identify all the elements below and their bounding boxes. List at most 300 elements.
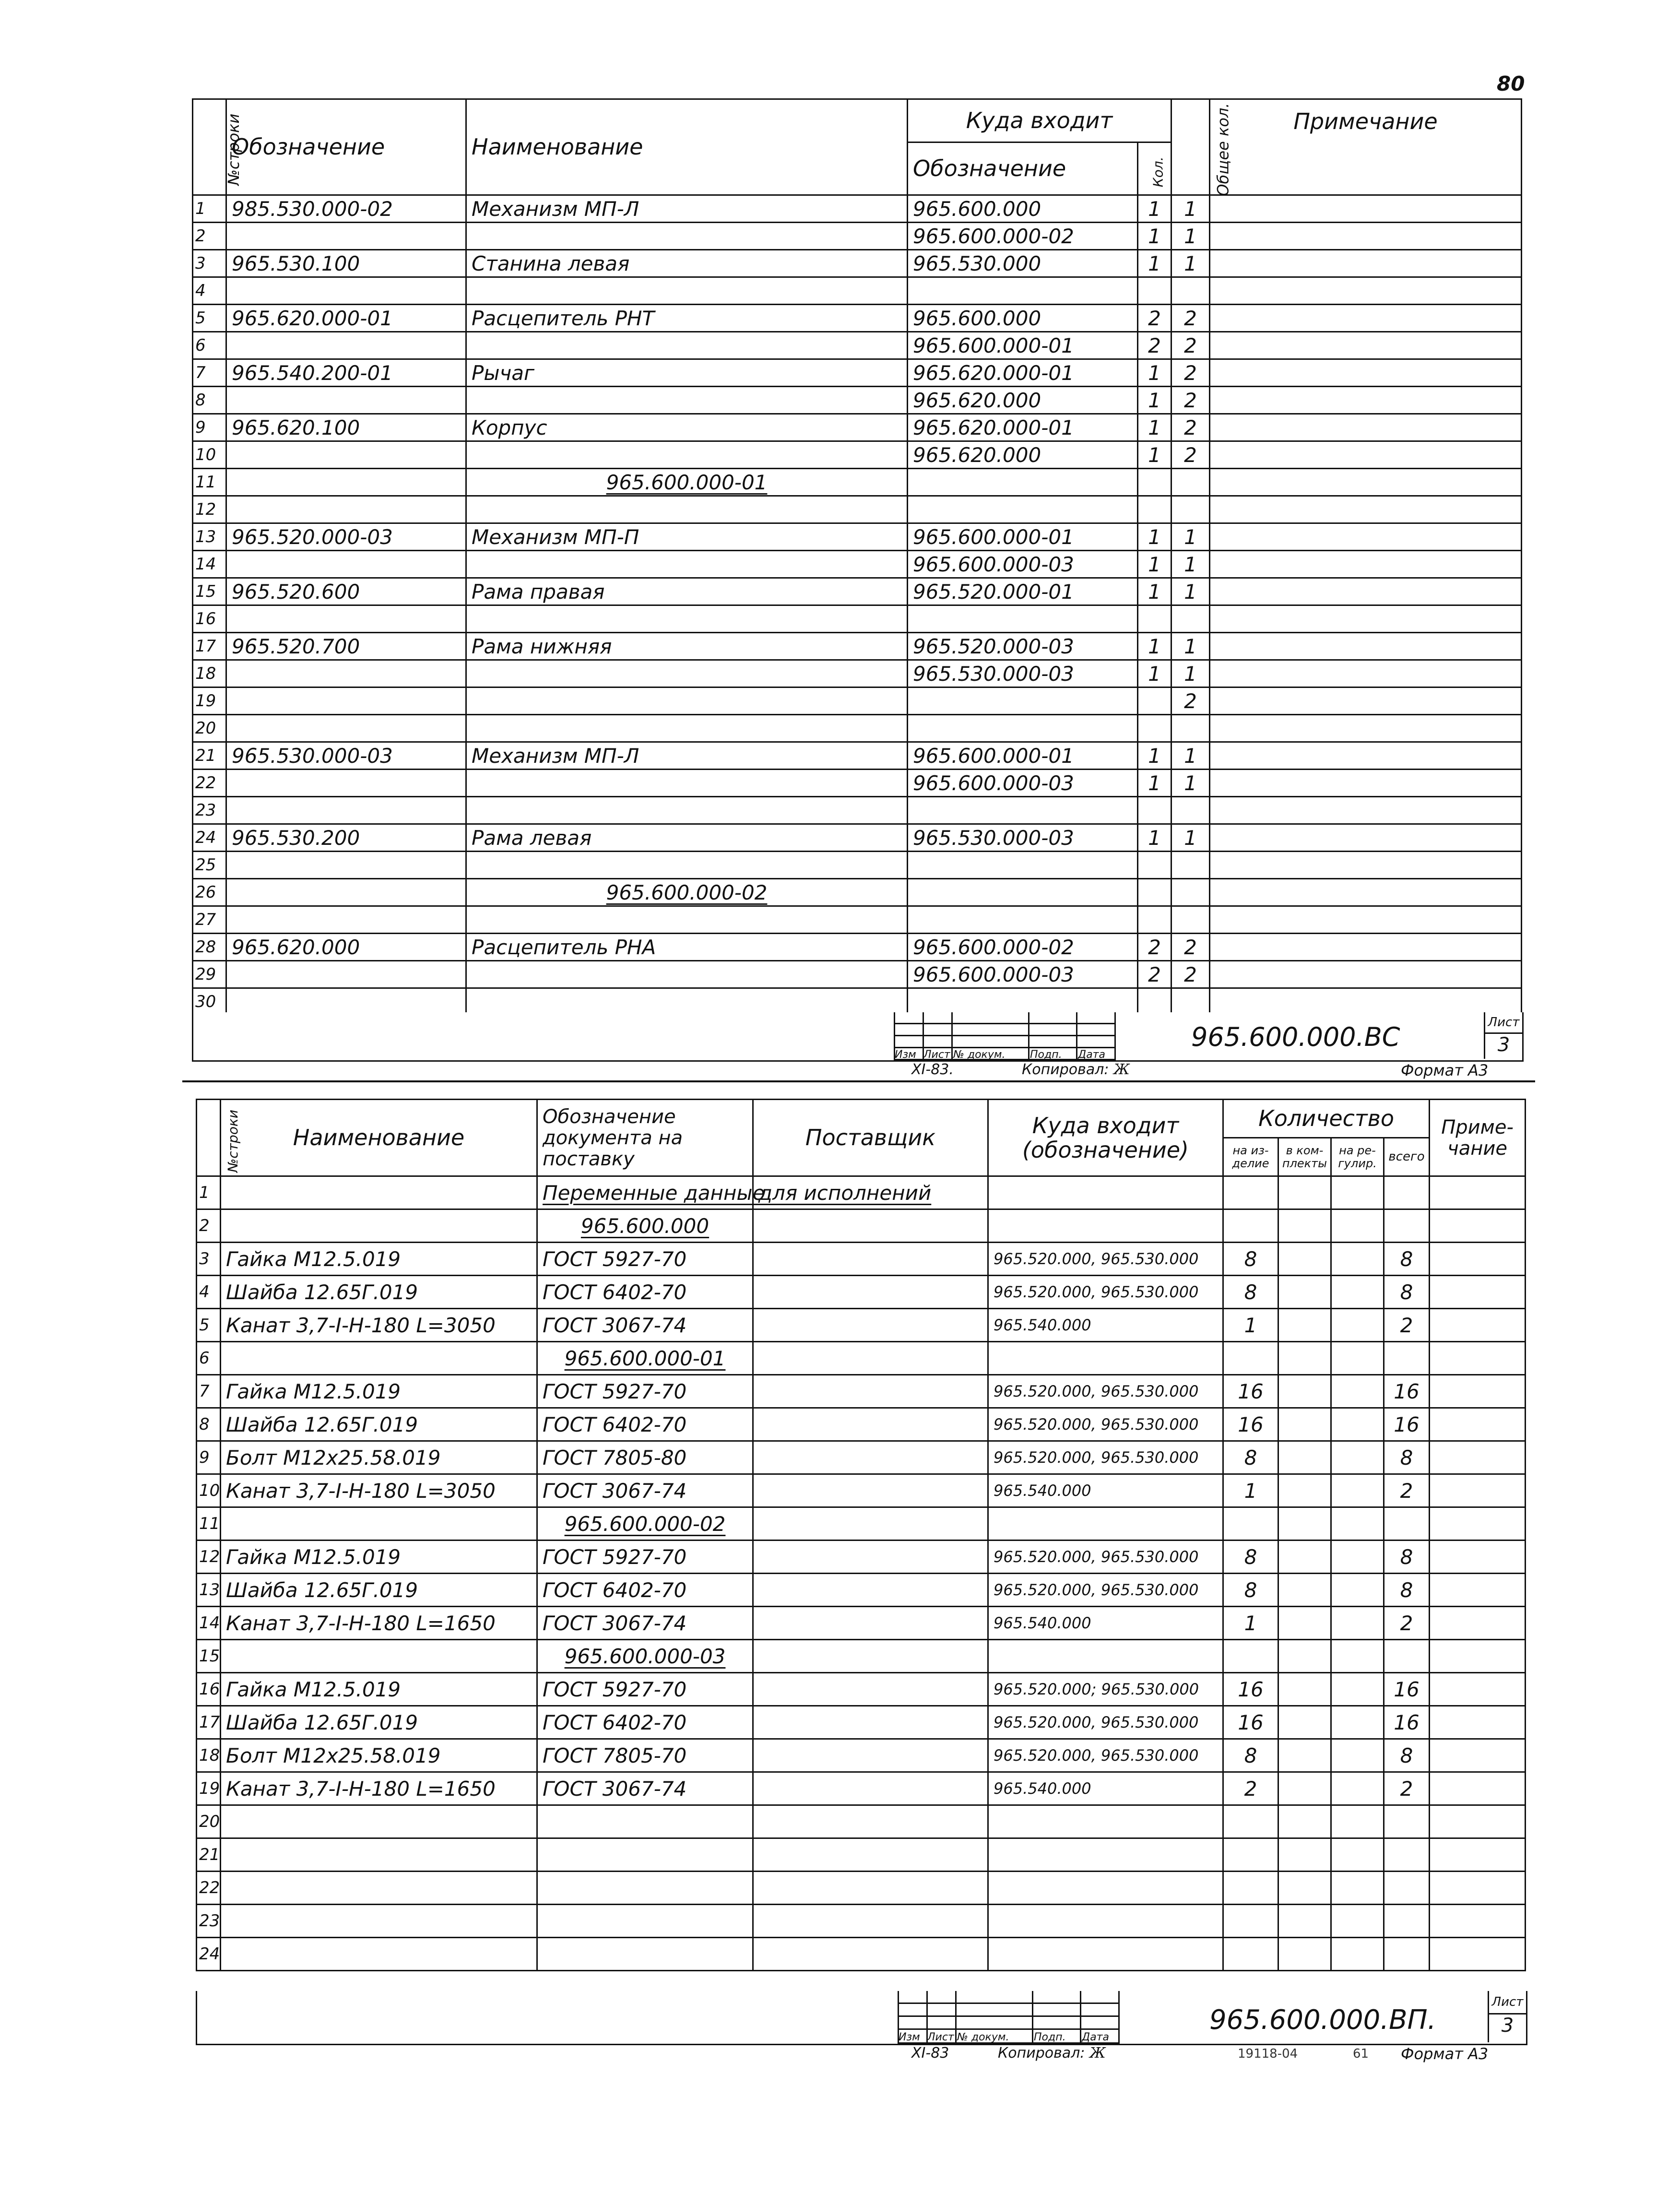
total-qty-cell: 1 [1171, 660, 1210, 687]
total-cell [1384, 1176, 1430, 1209]
regulation-cell [1331, 1309, 1384, 1342]
total-qty-cell [1171, 852, 1210, 879]
table-row [193, 332, 1522, 359]
name-cell: Корпус [466, 414, 908, 441]
supplier-cell [753, 1276, 988, 1309]
total-qty-cell: 2 [1171, 961, 1210, 988]
note-cell [1210, 551, 1522, 578]
supply-doc-cell: ГОСТ 7805-70 [537, 1739, 753, 1772]
copied-label: Копировал: [1022, 1061, 1109, 1078]
designation-cell [226, 223, 466, 250]
name-cell: Шайба 12.65Г.019 [221, 1574, 537, 1607]
name-cell [466, 551, 908, 578]
supply-doc-cell: ГОСТ 6402-70 [537, 1276, 753, 1309]
row-number: 16 [193, 605, 226, 633]
header-name: Наименование [221, 1100, 537, 1176]
total-cell [1384, 1805, 1430, 1838]
regulation-cell [1331, 1375, 1384, 1408]
table-row [197, 1706, 1526, 1739]
table-row [193, 523, 1522, 551]
note-cell [1210, 687, 1522, 715]
name-cell: Гайка М12.5.019 [221, 1540, 537, 1574]
table-row [197, 1772, 1526, 1805]
note-cell [1210, 305, 1522, 332]
header-regulation: на ре-гулир. [1331, 1138, 1384, 1176]
where-used-cell [908, 687, 1138, 715]
total-qty-cell: 1 [1171, 523, 1210, 551]
table-row [193, 633, 1522, 660]
date-mark: XI-83. [911, 1061, 954, 1078]
name-cell: Механизм МП-Л [466, 742, 908, 770]
sheet-label: Лист [1489, 1991, 1526, 2014]
stamp-col-doc: № докум. [957, 2031, 1009, 2043]
name-cell [466, 770, 908, 797]
where-used-cell [908, 496, 1138, 523]
table-row [197, 1474, 1526, 1507]
row-number: 5 [197, 1309, 221, 1342]
designation-cell: 965.520.000-03 [226, 523, 466, 551]
name-cell: Гайка М12.5.019 [221, 1375, 537, 1408]
copied-label: Копировал: [998, 2045, 1085, 2062]
supply-doc-cell: ГОСТ 5927-70 [537, 1375, 753, 1408]
where-used-cell: 965.540.000 [988, 1474, 1223, 1507]
note-cell [1430, 1673, 1526, 1706]
note-cell [1430, 1706, 1526, 1739]
note-cell [1430, 1309, 1526, 1342]
variant-heading: 965.600.000 [580, 1214, 710, 1238]
per-product-cell [1223, 1838, 1278, 1872]
total-cell: 8 [1384, 1540, 1430, 1574]
total-qty-cell [1171, 879, 1210, 906]
designation-cell [226, 496, 466, 523]
note-cell [1430, 1507, 1526, 1540]
supply-doc-cell [537, 1905, 753, 1938]
header-supplier: Поставщик [753, 1100, 988, 1176]
where-used-cell [908, 277, 1138, 305]
where-used-cell: 965.600.000-03 [908, 551, 1138, 578]
row-number: 26 [193, 879, 226, 906]
total-cell [1384, 1872, 1430, 1905]
table-row [197, 1905, 1526, 1938]
total-qty-cell: 1 [1171, 578, 1210, 605]
sheet-number: 3 [1497, 1034, 1510, 1056]
name-cell [466, 277, 908, 305]
table-row [193, 551, 1522, 578]
table-row [193, 223, 1522, 250]
qty-cell [1138, 687, 1171, 715]
total-qty-cell: 1 [1171, 195, 1210, 223]
regulation-cell [1331, 1905, 1384, 1938]
total-cell: 8 [1384, 1276, 1430, 1309]
note-cell [1210, 961, 1522, 988]
total-cell: 2 [1384, 1474, 1430, 1507]
row-number: 13 [193, 523, 226, 551]
designation-cell [226, 441, 466, 469]
note-cell [1430, 1375, 1526, 1408]
where-used-cell: 965.520.000-03 [908, 633, 1138, 660]
designation-cell [226, 770, 466, 797]
total-qty-cell [1171, 469, 1210, 496]
in-kits-cell [1278, 1805, 1331, 1838]
designation-cell: 965.620.000 [226, 934, 466, 961]
designation-cell [226, 797, 466, 824]
supplier-cell [753, 1739, 988, 1772]
row-number: 23 [193, 797, 226, 824]
header-where-used: Куда входит (обозначение) [988, 1100, 1223, 1176]
supplier-cell [753, 1574, 988, 1607]
table-row [193, 934, 1522, 961]
table-row [193, 797, 1522, 824]
qty-cell [1138, 715, 1171, 742]
supplier-cell [753, 1640, 988, 1673]
row-number: 3 [193, 250, 226, 277]
name-cell [466, 715, 908, 742]
row-number: 25 [193, 852, 226, 879]
stamp-col-date: Дата [1078, 1049, 1105, 1061]
note-cell [1210, 742, 1522, 770]
where-used-cell: 965.540.000 [988, 1772, 1223, 1805]
total-cell [1384, 1209, 1430, 1243]
where-used-cell: 965.620.000 [908, 441, 1138, 469]
total-cell: 2 [1384, 1772, 1430, 1805]
supplier-cell [753, 1408, 988, 1441]
archive-number: 19118-04 [1238, 2047, 1298, 2061]
note-cell [1210, 605, 1522, 633]
table-row [193, 441, 1522, 469]
designation-cell: 965.620.000-01 [226, 305, 466, 332]
table-row [197, 1375, 1526, 1408]
per-product-cell: 16 [1223, 1673, 1278, 1706]
row-number: 12 [197, 1540, 221, 1574]
supply-doc-cell: ГОСТ 3067-74 [537, 1309, 753, 1342]
row-number: 6 [193, 332, 226, 359]
where-used-cell [908, 715, 1138, 742]
table-row [197, 1607, 1526, 1640]
supplier-cell [753, 1540, 988, 1574]
supply-doc-cell: ГОСТ 5927-70 [537, 1540, 753, 1574]
note-cell [1210, 906, 1522, 934]
regulation-cell [1331, 1607, 1384, 1640]
qty-cell: 1 [1138, 359, 1171, 387]
where-used-cell [988, 1176, 1223, 1209]
in-kits-cell [1278, 1243, 1331, 1276]
variant-heading: 965.600.000-02 [606, 880, 768, 904]
row-number: 7 [193, 359, 226, 387]
where-used-cell: 965.520.000, 965.530.000 [988, 1276, 1223, 1309]
in-kits-cell [1278, 1872, 1331, 1905]
qty-cell: 1 [1138, 578, 1171, 605]
stamp-col-list: Лист [927, 2031, 954, 2043]
note-cell [1210, 715, 1522, 742]
regulation-cell [1331, 1772, 1384, 1805]
in-kits-cell [1278, 1838, 1331, 1872]
row-number: 24 [193, 824, 226, 852]
table-row [197, 1739, 1526, 1772]
note-cell [1430, 1441, 1526, 1474]
total-qty-cell: 2 [1171, 332, 1210, 359]
note-cell [1430, 1607, 1526, 1640]
where-used-cell: 965.520.000, 965.530.000 [988, 1408, 1223, 1441]
in-kits-cell [1278, 1938, 1331, 1971]
designation-cell [226, 469, 466, 496]
where-used-cell: 965.530.000 [908, 250, 1138, 277]
name-cell [466, 961, 908, 988]
table-row [197, 1838, 1526, 1872]
note-cell [1210, 496, 1522, 523]
total-cell: 8 [1384, 1441, 1430, 1474]
table-row [197, 1872, 1526, 1905]
total-cell: 16 [1384, 1375, 1430, 1408]
supply-doc-cell: ГОСТ 7805-80 [537, 1441, 753, 1474]
row-number: 7 [197, 1375, 221, 1408]
name-cell: Шайба 12.65Г.019 [221, 1276, 537, 1309]
header-note: Приме-чание [1430, 1100, 1526, 1176]
header-name: Наименование [466, 99, 908, 195]
where-used-cell [908, 906, 1138, 934]
designation-cell: 965.620.100 [226, 414, 466, 441]
where-used-cell [908, 988, 1138, 1016]
in-kits-cell [1278, 1673, 1331, 1706]
name-cell [221, 1905, 537, 1938]
table-row [197, 1276, 1526, 1309]
name-cell [466, 660, 908, 687]
row-number: 20 [197, 1805, 221, 1838]
row-number: 18 [193, 660, 226, 687]
row-number: 10 [197, 1474, 221, 1507]
stamp-col-doc: № докум. [953, 1049, 1006, 1061]
in-kits-cell [1278, 1640, 1331, 1673]
total-qty-cell [1171, 797, 1210, 824]
note-cell [1430, 1805, 1526, 1838]
table-row [193, 387, 1522, 414]
name-cell [466, 496, 908, 523]
row-number: 24 [197, 1938, 221, 1971]
where-used-cell: 965.520.000, 965.530.000 [988, 1540, 1223, 1574]
where-used-cell [908, 469, 1138, 496]
total-cell: 16 [1384, 1408, 1430, 1441]
regulation-cell [1331, 1540, 1384, 1574]
table-row [197, 1309, 1526, 1342]
designation-cell [226, 687, 466, 715]
per-product-cell [1223, 1905, 1278, 1938]
format-label: Формат А3 [1401, 1061, 1489, 1079]
table-row [197, 1441, 1526, 1474]
regulation-cell [1331, 1342, 1384, 1375]
table-row [193, 660, 1522, 687]
note-cell [1210, 852, 1522, 879]
stamp-col-izm: Изм [899, 2031, 920, 2043]
name-cell [221, 1342, 537, 1375]
qty-cell: 1 [1138, 660, 1171, 687]
designation-cell: 965.520.600 [226, 578, 466, 605]
where-used-cell: 965.600.000-03 [908, 770, 1138, 797]
supplier-cell [753, 1474, 988, 1507]
where-used-cell: 965.540.000 [988, 1607, 1223, 1640]
row-number: 21 [197, 1838, 221, 1872]
stamp-col-sign: Подп. [1034, 2031, 1066, 2043]
in-kits-cell [1278, 1474, 1331, 1507]
supplier-cell [753, 1342, 988, 1375]
total-cell [1384, 1507, 1430, 1540]
name-cell: Канат 3,7-I-Н-180 L=1650 [221, 1607, 537, 1640]
note-cell [1210, 660, 1522, 687]
designation-cell: 965.520.700 [226, 633, 466, 660]
where-used-cell: 965.530.000-03 [908, 660, 1138, 687]
row-number: 17 [197, 1706, 221, 1739]
designation-cell [226, 387, 466, 414]
table-row [197, 1408, 1526, 1441]
supplier-cell [753, 1706, 988, 1739]
row-number: 20 [193, 715, 226, 742]
where-used-cell: 965.620.000 [908, 387, 1138, 414]
name-cell [221, 1805, 537, 1838]
regulation-cell [1331, 1673, 1384, 1706]
where-used-cell: 965.520.000, 965.530.000 [988, 1243, 1223, 1276]
designation-cell: 985.530.000-02 [226, 195, 466, 223]
total-qty-cell: 1 [1171, 770, 1210, 797]
row-number: 19 [193, 687, 226, 715]
qty-cell: 1 [1138, 387, 1171, 414]
date-mark: XI-83 [911, 2045, 949, 2062]
total-cell: 8 [1384, 1243, 1430, 1276]
where-used-cell [988, 1507, 1223, 1540]
header-row-no: №строки [193, 99, 226, 195]
variant-heading: 965.600.000-02 [564, 1512, 726, 1536]
total-cell [1384, 1640, 1430, 1673]
supply-doc-cell [537, 1805, 753, 1838]
total-cell [1384, 1342, 1430, 1375]
supplier-cell [753, 1209, 988, 1243]
in-kits-cell [1278, 1342, 1331, 1375]
row-number: 11 [193, 469, 226, 496]
table-row [193, 605, 1522, 633]
row-number: 6 [197, 1342, 221, 1375]
per-product-cell [1223, 1209, 1278, 1243]
supplier-cell [753, 1309, 988, 1342]
row-number: 19 [197, 1772, 221, 1805]
qty-cell [1138, 605, 1171, 633]
name-cell: Гайка М12.5.019 [221, 1673, 537, 1706]
row-number: 1 [193, 195, 226, 223]
note-cell [1210, 770, 1522, 797]
per-product-cell: 16 [1223, 1375, 1278, 1408]
table-row [197, 1342, 1526, 1375]
qty-cell [1138, 496, 1171, 523]
note-cell [1210, 469, 1522, 496]
where-used-cell: 965.520.000, 965.530.000 [988, 1574, 1223, 1607]
table-row [193, 906, 1522, 934]
qty-cell [1138, 906, 1171, 934]
row-number: 17 [193, 633, 226, 660]
name-cell: Болт М12х25.58.019 [221, 1441, 537, 1474]
name-cell: Рычаг [466, 359, 908, 387]
header-quantity: Количество [1223, 1100, 1430, 1138]
supplier-cell [753, 1838, 988, 1872]
supplier-cell [753, 1176, 988, 1209]
supply-doc-cell [537, 1938, 753, 1971]
header-row-no: №строки [197, 1100, 221, 1176]
sheet-separator [182, 1080, 1535, 1082]
name-cell [466, 687, 908, 715]
per-product-cell: 1 [1223, 1607, 1278, 1640]
table-row [197, 1209, 1526, 1243]
header-qty: Кол. [1138, 142, 1171, 195]
row-number: 2 [193, 223, 226, 250]
qty-cell: 2 [1138, 332, 1171, 359]
total-qty-cell: 1 [1171, 824, 1210, 852]
supply-doc-cell [537, 1209, 753, 1243]
where-used-cell [988, 1640, 1223, 1673]
sheet-box [1484, 1012, 1522, 1059]
designation-cell [226, 715, 466, 742]
total-qty-cell [1171, 715, 1210, 742]
note-cell [1210, 523, 1522, 551]
note-cell [1430, 1739, 1526, 1772]
supply-doc-cell [537, 1342, 753, 1375]
note-cell [1430, 1540, 1526, 1574]
table-row [193, 469, 1522, 496]
note-cell [1430, 1872, 1526, 1905]
row-number: 10 [193, 441, 226, 469]
name-cell [466, 906, 908, 934]
note-cell [1210, 387, 1522, 414]
where-used-cell: 965.620.000-01 [908, 359, 1138, 387]
designation-cell [226, 988, 466, 1016]
note-cell [1210, 195, 1522, 223]
total-qty-cell [1171, 496, 1210, 523]
table-row [193, 961, 1522, 988]
qty-cell: 1 [1138, 250, 1171, 277]
note-cell [1430, 1243, 1526, 1276]
in-kits-cell [1278, 1309, 1331, 1342]
title-block-vp [196, 1991, 1527, 2045]
total-qty-cell: 2 [1171, 441, 1210, 469]
in-kits-cell [1278, 1706, 1331, 1739]
note-cell [1210, 934, 1522, 961]
table-row [197, 1640, 1526, 1673]
regulation-cell [1331, 1574, 1384, 1607]
in-kits-cell [1278, 1507, 1331, 1540]
note-cell [1210, 414, 1522, 441]
designation-cell: 965.530.200 [226, 824, 466, 852]
per-product-cell [1223, 1640, 1278, 1673]
per-product-cell: 16 [1223, 1408, 1278, 1441]
supply-doc-cell: ГОСТ 5927-70 [537, 1243, 753, 1276]
qty-cell: 1 [1138, 824, 1171, 852]
total-qty-cell: 1 [1171, 223, 1210, 250]
regulation-cell [1331, 1276, 1384, 1309]
qty-cell: 1 [1138, 414, 1171, 441]
note-cell [1430, 1176, 1526, 1209]
table-row [197, 1176, 1526, 1209]
note-cell [1430, 1342, 1526, 1375]
supplier-cell [753, 1507, 988, 1540]
per-product-cell [1223, 1176, 1278, 1209]
total-cell: 2 [1384, 1309, 1430, 1342]
total-cell: 16 [1384, 1706, 1430, 1739]
row-number: 9 [193, 414, 226, 441]
note-cell [1210, 879, 1522, 906]
qty-cell [1138, 988, 1171, 1016]
name-cell [466, 469, 908, 496]
table-row [197, 1243, 1526, 1276]
name-cell [466, 879, 908, 906]
name-cell: Канат 3,7-I-Н-180 L=3050 [221, 1309, 537, 1342]
row-number: 22 [197, 1872, 221, 1905]
in-kits-cell [1278, 1540, 1331, 1574]
supplier-cell [753, 1905, 988, 1938]
note-cell [1210, 359, 1522, 387]
